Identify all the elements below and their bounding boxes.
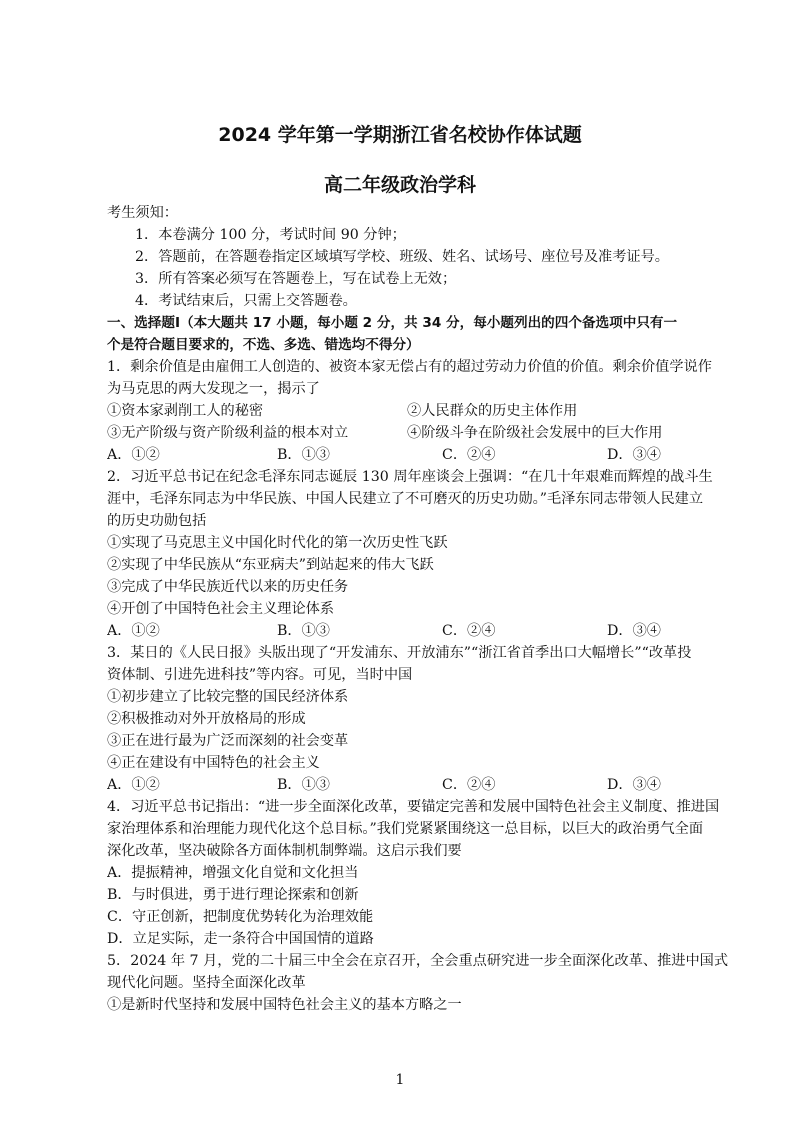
- notice-item: 4．考试结束后，只需上交答题卷。: [135, 293, 357, 309]
- question-stem: 资体制、引进先进科技”等内容。可见，当时中国: [107, 667, 413, 683]
- question-item: ②积极推动对外开放格局的形成: [107, 711, 306, 727]
- item-row: [107, 422, 767, 444]
- question-item: ③无产阶级与资产阶级利益的根本对立: [107, 425, 349, 441]
- choice-row: [107, 444, 767, 466]
- question-stem: 深化改革，坚决破除各方面体制机制弊端。这启示我们要: [107, 843, 462, 859]
- page-number: 1: [395, 1072, 405, 1088]
- exam-title: 2024 学年第一学期浙江省名校协作体试题: [218, 124, 582, 146]
- choice-b: B．①③: [277, 447, 330, 463]
- item-row: [107, 400, 767, 422]
- choice-c: C．②④: [442, 447, 496, 463]
- exam-subtitle: 高二年级政治学科: [323, 174, 476, 196]
- choice-c: C．守正创新，把制度优势转化为治理效能: [107, 909, 374, 925]
- notice-heading: 考生须知：: [107, 205, 178, 221]
- question-stem: 家治理体系和治理能力现代化这个总目标。”我们党紧紧围绕这一总目标，以巨大的政治勇气全面: [107, 821, 704, 837]
- notice-item: 3．所有答案必须写在答题卷上，写在试卷上无效；: [135, 271, 457, 287]
- choice-c: C．②④: [442, 623, 496, 639]
- choice-c: C．②④: [442, 777, 496, 793]
- notice-item: 1．本卷满分 100 分，考试时间 90 分钟；: [135, 227, 406, 243]
- question-item: ④阶级斗争在阶级社会发展中的巨大作用: [407, 425, 663, 441]
- choice-b: B．①③: [277, 623, 330, 639]
- question-stem: 4．习近平总书记指出：“进一步全面深化改革，要锚定完善和发展中国特色社会主义制度、推进国: [107, 799, 720, 815]
- choice-a: A．①②: [107, 447, 160, 463]
- question-item: ③正在进行最为广泛而深刻的社会变革: [107, 733, 349, 749]
- choice-d: D．③④: [607, 623, 661, 639]
- question-item: ④开创了中国特色社会主义理论体系: [107, 601, 335, 617]
- choice-b: B．①③: [277, 777, 330, 793]
- section-header: 一、选择题Ⅰ（本大题共 17 小题，每小题 2 分，共 34 分，每小题列出的四个备选项中只有一: [107, 315, 678, 331]
- question-stem: 现代化问题。坚持全面深化改革: [107, 975, 306, 991]
- choice-d: D．立足实际，走一条符合中国国情的道路: [107, 931, 374, 947]
- question-stem: 3．某日的《人民日报》头版出现了“开发浦东、开放浦东”“浙江省首季出口大幅增长”“改革投: [107, 645, 692, 661]
- choice-b: B．与时俱进，勇于进行理论探索和创新: [107, 887, 359, 903]
- choice-a: A．①②: [107, 623, 160, 639]
- question-stem: 为马克思的两大发现之一，揭示了: [107, 381, 320, 397]
- question-stem: 2．习近平总书记在纪念毛泽东同志诞辰 130 周年座谈会上强调：“在几十年艰难而辉煌的战斗生: [107, 469, 713, 485]
- question-item: ①资本家剥削工人的秘密: [107, 403, 264, 419]
- question-item: ①初步建立了比较完整的国民经济体系: [107, 689, 349, 705]
- choice-row: [107, 620, 767, 642]
- notice-item: 2．答题前，在答题卷指定区域填写学校、班级、姓名、试场号、座位号及准考证号。: [135, 249, 669, 265]
- question-item: ②人民群众的历史主体作用: [407, 403, 578, 419]
- choice-a: A．提振精神，增强文化自觉和文化担当: [107, 865, 359, 881]
- question-item: ①实现了马克思主义中国化时代化的第一次历史性飞跃: [107, 535, 448, 551]
- question-item: ③完成了中华民族近代以来的历史任务: [107, 579, 349, 595]
- question-item: ①是新时代坚持和发展中国特色社会主义的基本方略之一: [107, 997, 462, 1013]
- question-stem: 的历史功勋包括: [107, 513, 207, 529]
- exam-content: [107, 202, 767, 1016]
- choice-a: A．①②: [107, 777, 160, 793]
- question-stem: 1．剩余价值是由雇佣工人创造的、被资本家无偿占有的超过劳动力价值的价值。剩余价值学说作: [107, 359, 712, 375]
- question-item: ④正在建设有中国特色的社会主义: [107, 755, 320, 771]
- question-item: ②实现了中华民族从“东亚病夫”到站起来的伟大飞跃: [107, 557, 434, 573]
- question-stem: 涯中，毛泽东同志为中华民族、中国人民建立了不可磨灭的历史功勋。”毛泽东同志带领人民建立: [107, 491, 704, 507]
- choice-row: [107, 774, 767, 796]
- choice-d: D．③④: [607, 447, 661, 463]
- section-header: 个是符合题目要求的，不选、多选、错选均不得分）: [107, 337, 420, 353]
- question-stem: 5．2024 年 7 月，党的二十届三中全会在京召开，全会重点研究进一步全面深化改革、推进中国式: [107, 953, 729, 969]
- choice-d: D．③④: [607, 777, 661, 793]
